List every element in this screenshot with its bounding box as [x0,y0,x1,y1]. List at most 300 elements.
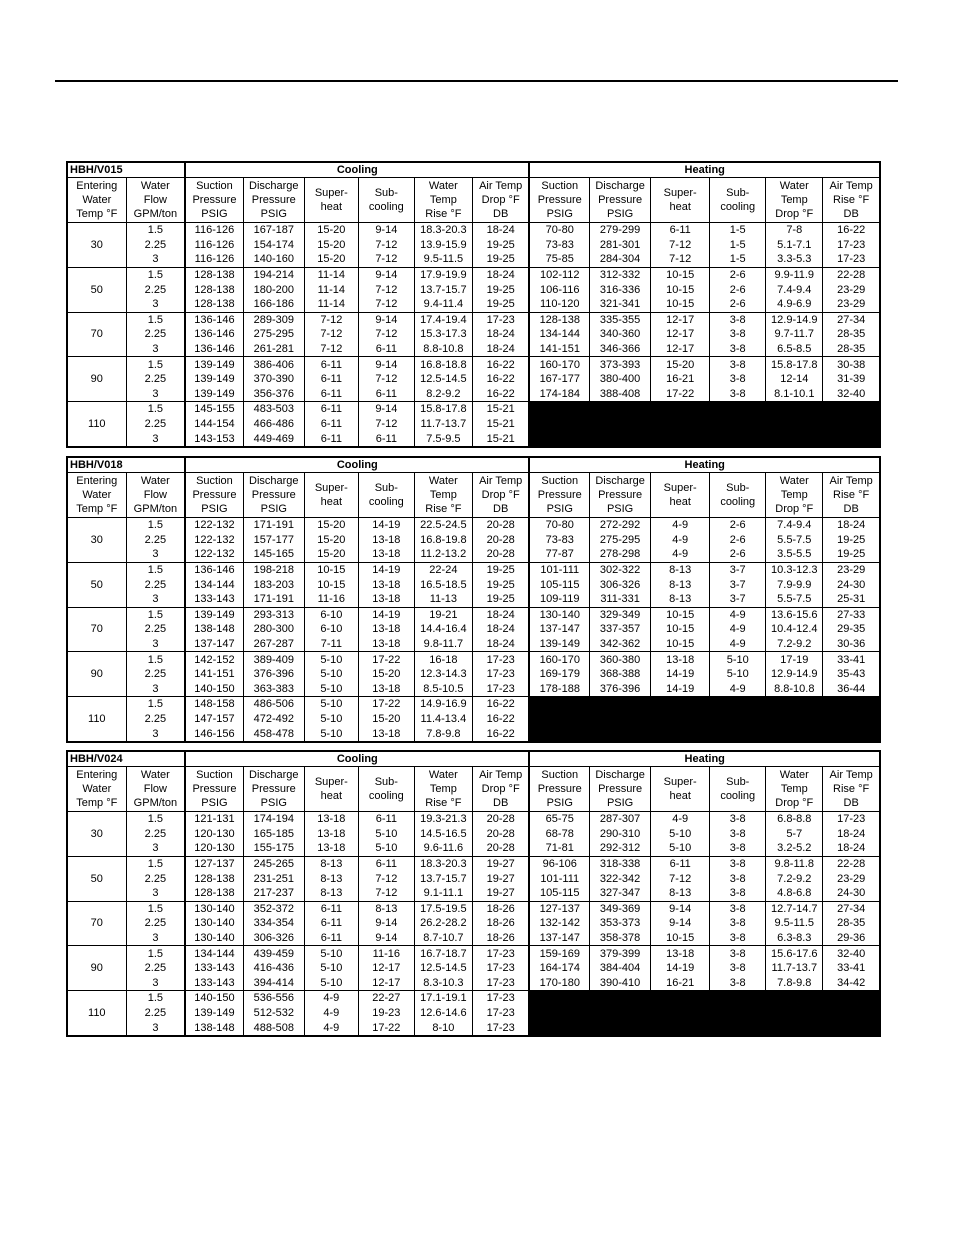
column-header-air-temp-drop: Air Temp Drop °F DB [472,767,529,812]
table-cell: 17-23 [472,682,529,697]
column-header-subcooling: Sub- cooling [358,767,414,812]
table-cell: 7-8 [766,223,823,238]
column-header-air-temp-rise: Air Temp Rise °F DB [823,767,880,812]
table-cell: 449-469 [243,431,304,447]
table-cell: 4.9-6.9 [766,297,823,312]
table-cell: 275-295 [243,327,304,342]
table-cell: 6-11 [304,431,358,447]
table-cell: 10-15 [651,607,710,622]
table-cell: 5-7 [766,827,823,842]
table-row [67,667,880,682]
table-cell: 22-28 [837,269,866,282]
table-cell: 472-492 [243,712,304,727]
table-cell: 7.2-9.2 [766,871,823,886]
table-cell: 13.7-15.7 [414,871,472,886]
table-cell: 19-25 [472,577,529,592]
table-cell: 30-38 [837,358,866,371]
column-header-subcooling: Sub- cooling [710,473,766,518]
table-cell: 71-81 [529,841,589,856]
table-row [67,961,880,976]
table-cell: 18-24 [837,519,866,532]
table-cell: 30-36 [823,637,880,652]
table-cell: 110-120 [529,297,589,312]
table-cell: 18-26 [472,901,529,916]
table-cell: 1.5 [126,697,185,712]
table-cell: 3-7 [710,562,766,577]
table-cell: 3-8 [710,342,766,357]
table-cell: 17-19 [766,652,823,667]
table-cell: 17-23 [472,946,529,961]
table-cell: 5.1-7.1 [766,238,823,253]
table-cell: 18-26 [472,931,529,946]
table-cell: 11-14 [304,282,358,297]
table-cell: 140-150 [185,682,243,697]
table-cell: 2.25 [126,327,185,342]
no-data-block [529,991,880,1036]
table-cell: 342-362 [590,637,651,652]
table-row [67,387,880,402]
table-cell: 10-15 [651,931,710,946]
table-row [67,312,880,327]
table-cell: 1.5 [126,223,185,238]
table-cell: 10-15 [651,637,710,652]
table-cell: 14-19 [358,562,414,577]
table-cell: 9.4-11.4 [414,297,472,312]
table-cell: 373-393 [590,357,651,372]
table-cell: 10-15 [651,297,710,312]
table-cell: 327-347 [590,886,651,901]
performance-table-hbh-v024 [66,750,881,1037]
table-cell: 3 [126,592,185,607]
table-cell: 12-17 [358,976,414,991]
table-cell: 136-146 [185,327,243,342]
table-cell: 18-24 [472,342,529,357]
table-cell: 19-25 [472,282,529,297]
table-cell: 15.8-17.8 [766,357,823,372]
table-cell: 13-18 [358,533,414,548]
table-row [67,402,880,417]
table-cell: 2.25 [126,1006,185,1021]
table-cell: 136-146 [185,312,243,327]
table-cell: 279-299 [590,223,651,238]
table-row [67,827,880,842]
table-cell: 164-174 [529,961,589,976]
table-cell: 7.8-9.8 [766,976,823,991]
table-row [67,622,880,637]
table-cell: 6-11 [358,387,414,402]
table-cell: 9.5-11.5 [414,252,472,267]
table-row [67,547,880,562]
table-cell: 12.3-14.3 [414,667,472,682]
table-cell: 3-7 [710,592,766,607]
table-cell: 130-140 [185,931,243,946]
table-cell: 376-396 [243,667,304,682]
table-cell: 311-331 [590,592,651,607]
table-cell: 316-336 [590,282,651,297]
table-cell: 5-10 [710,667,766,682]
table-cell: 130-140 [185,901,243,916]
column-header-suction-pressure: Suction Pressure PSIG [529,473,589,518]
table-cell: 2.25 [126,577,185,592]
table-cell: 4-9 [304,1006,358,1021]
table-cell: 8-13 [304,886,358,901]
table-row [67,637,880,652]
table-cell: 132-142 [529,916,589,931]
table-cell: 3 [126,297,185,312]
table-cell: 7.4-9.4 [766,518,823,533]
table-cell: 19-25 [837,533,866,546]
table-cell: 2.25 [126,961,185,976]
table-cell: 346-366 [590,342,651,357]
table-cell: 13-18 [358,547,414,562]
table-cell: 15-21 [472,417,529,432]
table-cell: 278-298 [590,547,651,562]
table-cell: 171-191 [243,518,304,533]
table-cell: 167-177 [529,372,589,387]
table-cell: 10-15 [651,282,710,297]
table-cell: 12-17 [651,312,710,327]
table-cell: 1.5 [126,946,185,961]
heating-header: Heating [529,457,880,473]
table-cell: 370-390 [243,372,304,387]
table-cell: 2-6 [710,267,766,282]
entering-water-temp-cell: 50 [67,856,126,901]
table-cell: 7.8-9.8 [414,726,472,742]
table-cell: 388-408 [590,387,651,402]
table-cell: 3-8 [710,841,766,856]
table-cell: 36-44 [823,682,880,697]
table-cell: 17-23 [472,652,529,667]
table-cell: 4-9 [651,533,710,548]
table-cell: 18-24 [472,327,529,342]
table-cell: 16.5-18.5 [414,577,472,592]
table-cell: 4-9 [710,637,766,652]
table-cell: 318-338 [590,856,651,871]
table-cell: 15-20 [304,238,358,253]
table-row [67,812,880,827]
table-cell: 360-380 [590,652,651,667]
table-cell: 16-21 [651,372,710,387]
table-cell: 3-8 [710,856,766,871]
table-cell: 7-12 [358,372,414,387]
table-row [67,607,880,622]
table-cell: 9-14 [358,357,414,372]
table-cell: 3-8 [710,827,766,842]
table-cell: 105-115 [529,577,589,592]
table-cell: 9-14 [651,916,710,931]
table-cell: 9.6-11.6 [414,841,472,856]
table-cell: 17-22 [651,387,710,402]
table-cell: 349-369 [590,901,651,916]
table-cell: 17-22 [358,1020,414,1036]
table-cell: 4-9 [304,991,358,1006]
table-cell: 386-406 [243,357,304,372]
table-cell: 122-132 [185,518,243,533]
table-cell: 102-112 [529,267,589,282]
table-row [67,533,880,548]
table-cell: 1.5 [126,607,185,622]
table-cell: 12.6-14.6 [414,1006,472,1021]
table-row [67,841,880,856]
column-header-subcooling: Sub- cooling [710,767,766,812]
table-cell: 105-115 [529,886,589,901]
table-cell: 28-35 [837,917,866,930]
table-cell: 8.2-9.2 [414,387,472,402]
table-cell: 9.7-11.7 [766,327,823,342]
table-cell: 16.8-19.8 [414,533,472,548]
table-cell: 2.25 [126,282,185,297]
table-cell: 174-184 [529,387,589,402]
heating-header: Heating [529,751,880,767]
table-cell: 20-28 [472,547,529,562]
table-cell: 28-35 [823,342,880,357]
table-cell: 24-30 [837,578,866,591]
table-cell: 1.5 [126,357,185,372]
table-cell: 120-130 [185,827,243,842]
table-cell: 3 [126,637,185,652]
table-cell: 33-41 [837,653,866,666]
table-cell: 16-21 [651,976,710,991]
table-cell: 22-24 [414,562,472,577]
table-cell: 19.3-21.3 [414,812,472,827]
column-header-superheat: Super- heat [651,178,710,223]
table-cell: 6.8-8.8 [766,812,823,827]
table-cell: 4-9 [710,682,766,697]
table-cell: 3-8 [710,931,766,946]
table-cell: 5-10 [710,652,766,667]
table-cell: 17.4-19.4 [414,312,472,327]
table-cell: 5-10 [304,961,358,976]
table-cell: 147-157 [185,712,243,727]
table-cell: 12.9-14.9 [766,667,823,682]
table-cell: 140-150 [185,991,243,1006]
top-rule [55,80,898,82]
table-cell: 6.5-8.5 [766,342,823,357]
table-cell: 11-16 [358,946,414,961]
table-cell: 9-14 [358,223,414,238]
column-header-entering-water-temp: Entering Water Temp °F [67,767,126,812]
table-row [67,267,880,282]
table-cell: 8.1-10.1 [766,387,823,402]
table-cell: 22.5-24.5 [414,518,472,533]
table-cell: 5-10 [304,667,358,682]
table-cell: 5-10 [358,841,414,856]
table-cell: 141-151 [529,342,589,357]
table-cell: 11.7-13.7 [414,417,472,432]
table-cell: 109-119 [529,592,589,607]
table-cell: 128-138 [185,886,243,901]
column-header-water-temp-rise: Water Temp Rise °F [414,473,472,518]
table-cell: 18-24 [823,841,880,856]
table-cell: 2.25 [126,916,185,931]
table-row [67,282,880,297]
column-header-water-temp-rise: Water Temp Rise °F [414,178,472,223]
table-cell: 5-10 [304,682,358,697]
table-cell: 138-148 [185,1020,243,1036]
column-header-subcooling: Sub- cooling [358,473,414,518]
table-row [67,592,880,607]
table-cell: 27-34 [837,313,866,326]
entering-water-temp-cell: 90 [67,946,126,991]
table-cell: 7-11 [304,637,358,652]
table-cell: 16-22 [472,726,529,742]
table-cell: 145-165 [243,547,304,562]
table-cell: 3 [126,886,185,901]
table-cell: 13-18 [651,946,710,961]
table-cell: 284-304 [590,252,651,267]
table-cell: 3 [126,682,185,697]
table-cell: 1.5 [126,856,185,871]
table-cell: 22-28 [837,858,866,871]
table-cell: 3 [126,342,185,357]
column-header-air-temp-rise: Air Temp Rise °F DB [823,473,880,518]
table-row [67,577,880,592]
table-cell: 34-42 [823,976,880,991]
table-cell: 4-9 [710,607,766,622]
table-cell: 20-28 [472,533,529,548]
model-label: HBH/V018 [67,457,185,473]
table-cell: 9.8-11.8 [766,856,823,871]
table-row [67,946,880,961]
table-cell: 133-143 [185,961,243,976]
table-cell: 356-376 [243,387,304,402]
table-cell: 13-18 [304,827,358,842]
table-cell: 13-18 [358,577,414,592]
table-cell: 174-194 [243,812,304,827]
table-cell: 32-40 [837,947,866,960]
table-cell: 27-33 [837,608,866,621]
no-data-block [529,402,880,447]
table-cell: 133-143 [185,976,243,991]
table-cell: 16.7-18.7 [414,946,472,961]
table-cell: 5-10 [304,652,358,667]
table-cell: 5-10 [358,827,414,842]
table-row [67,871,880,886]
table-cell: 3 [126,931,185,946]
table-cell: 3 [126,841,185,856]
table-cell: 15-20 [304,533,358,548]
entering-water-temp-cell: 50 [67,267,126,312]
table-cell: 1.5 [126,562,185,577]
table-cell: 14.4-16.4 [414,622,472,637]
table-cell: 15-21 [472,431,529,447]
table-row [67,372,880,387]
table-cell: 139-149 [185,387,243,402]
table-cell: 1.5 [126,518,185,533]
table-cell: 6-11 [651,856,710,871]
table-cell: 22-27 [358,991,414,1006]
entering-water-temp-cell: 110 [67,697,126,742]
table-cell: 3 [126,726,185,742]
table-cell: 12-17 [651,342,710,357]
column-header-superheat: Super- heat [651,767,710,812]
table-cell: 3.3-5.3 [766,252,823,267]
table-cell: 380-400 [590,372,651,387]
table-cell: 3-8 [710,886,766,901]
entering-water-temp-cell: 70 [67,901,126,946]
table-cell: 11.2-13.2 [414,547,472,562]
table-cell: 16-18 [414,652,472,667]
table-cell: 7-12 [358,886,414,901]
table-cell: 75-85 [529,252,589,267]
table-cell: 19-27 [472,886,529,901]
table-cell: 8-10 [414,1020,472,1036]
table-row [67,357,880,372]
table-cell: 13-18 [304,841,358,856]
table-cell: 17.1-19.1 [414,991,472,1006]
table-cell: 275-295 [590,533,651,548]
table-cell: 1-5 [710,238,766,253]
table-cell: 4-9 [304,1020,358,1036]
table-cell: 120-130 [185,841,243,856]
table-cell: 9-14 [358,402,414,417]
table-cell: 128-138 [185,282,243,297]
table-cell: 128-138 [185,267,243,282]
table-cell: 3-8 [710,327,766,342]
table-cell: 29-36 [823,931,880,946]
table-cell: 5-10 [304,712,358,727]
table-cell: 16-22 [472,372,529,387]
table-cell: 267-287 [243,637,304,652]
table-cell: 35-43 [837,668,866,681]
table-cell: 4-9 [651,518,710,533]
table-cell: 19-25 [823,547,880,562]
column-header-superheat: Super- heat [304,178,358,223]
column-header-suction-pressure: Suction Pressure PSIG [185,178,243,223]
table-cell: 6-10 [304,622,358,637]
table-cell: 15-20 [358,667,414,682]
table-cell: 8-13 [651,592,710,607]
table-cell: 4-9 [710,622,766,637]
table-cell: 9-14 [651,901,710,916]
table-cell: 8-13 [304,871,358,886]
model-label: HBH/V015 [67,162,185,178]
table-cell: 2.25 [126,622,185,637]
table-cell: 6-11 [651,223,710,238]
table-cell: 287-307 [590,812,651,827]
table-cell: 10-15 [304,577,358,592]
table-cell: 231-251 [243,871,304,886]
table-cell: 3-8 [710,976,766,991]
heating-header: Heating [529,162,880,178]
table-cell: 32-40 [823,387,880,402]
table-cell: 3 [126,1020,185,1036]
column-header-water-temp-rise: Water Temp Rise °F [414,767,472,812]
table-cell: 23-29 [837,283,866,296]
table-cell: 29-35 [837,623,866,636]
table-cell: 10-15 [651,622,710,637]
table-cell: 512-532 [243,1006,304,1021]
table-cell: 13.6-15.6 [766,607,823,622]
table-cell: 8-13 [651,886,710,901]
table-cell: 3 [126,547,185,562]
table-row [67,697,880,712]
table-cell: 7-12 [358,297,414,312]
table-cell: 23-29 [837,872,866,885]
table-row [67,518,880,533]
table-cell: 134-144 [529,327,589,342]
table-cell: 17-23 [823,252,880,267]
table-cell: 12.9-14.9 [766,312,823,327]
table-cell: 306-326 [590,577,651,592]
table-cell: 11-13 [414,592,472,607]
table-cell: 140-160 [243,252,304,267]
table-cell: 488-508 [243,1020,304,1036]
table-cell: 245-265 [243,856,304,871]
table-cell: 19-27 [472,856,529,871]
table-row [67,901,880,916]
table-cell: 389-409 [243,652,304,667]
